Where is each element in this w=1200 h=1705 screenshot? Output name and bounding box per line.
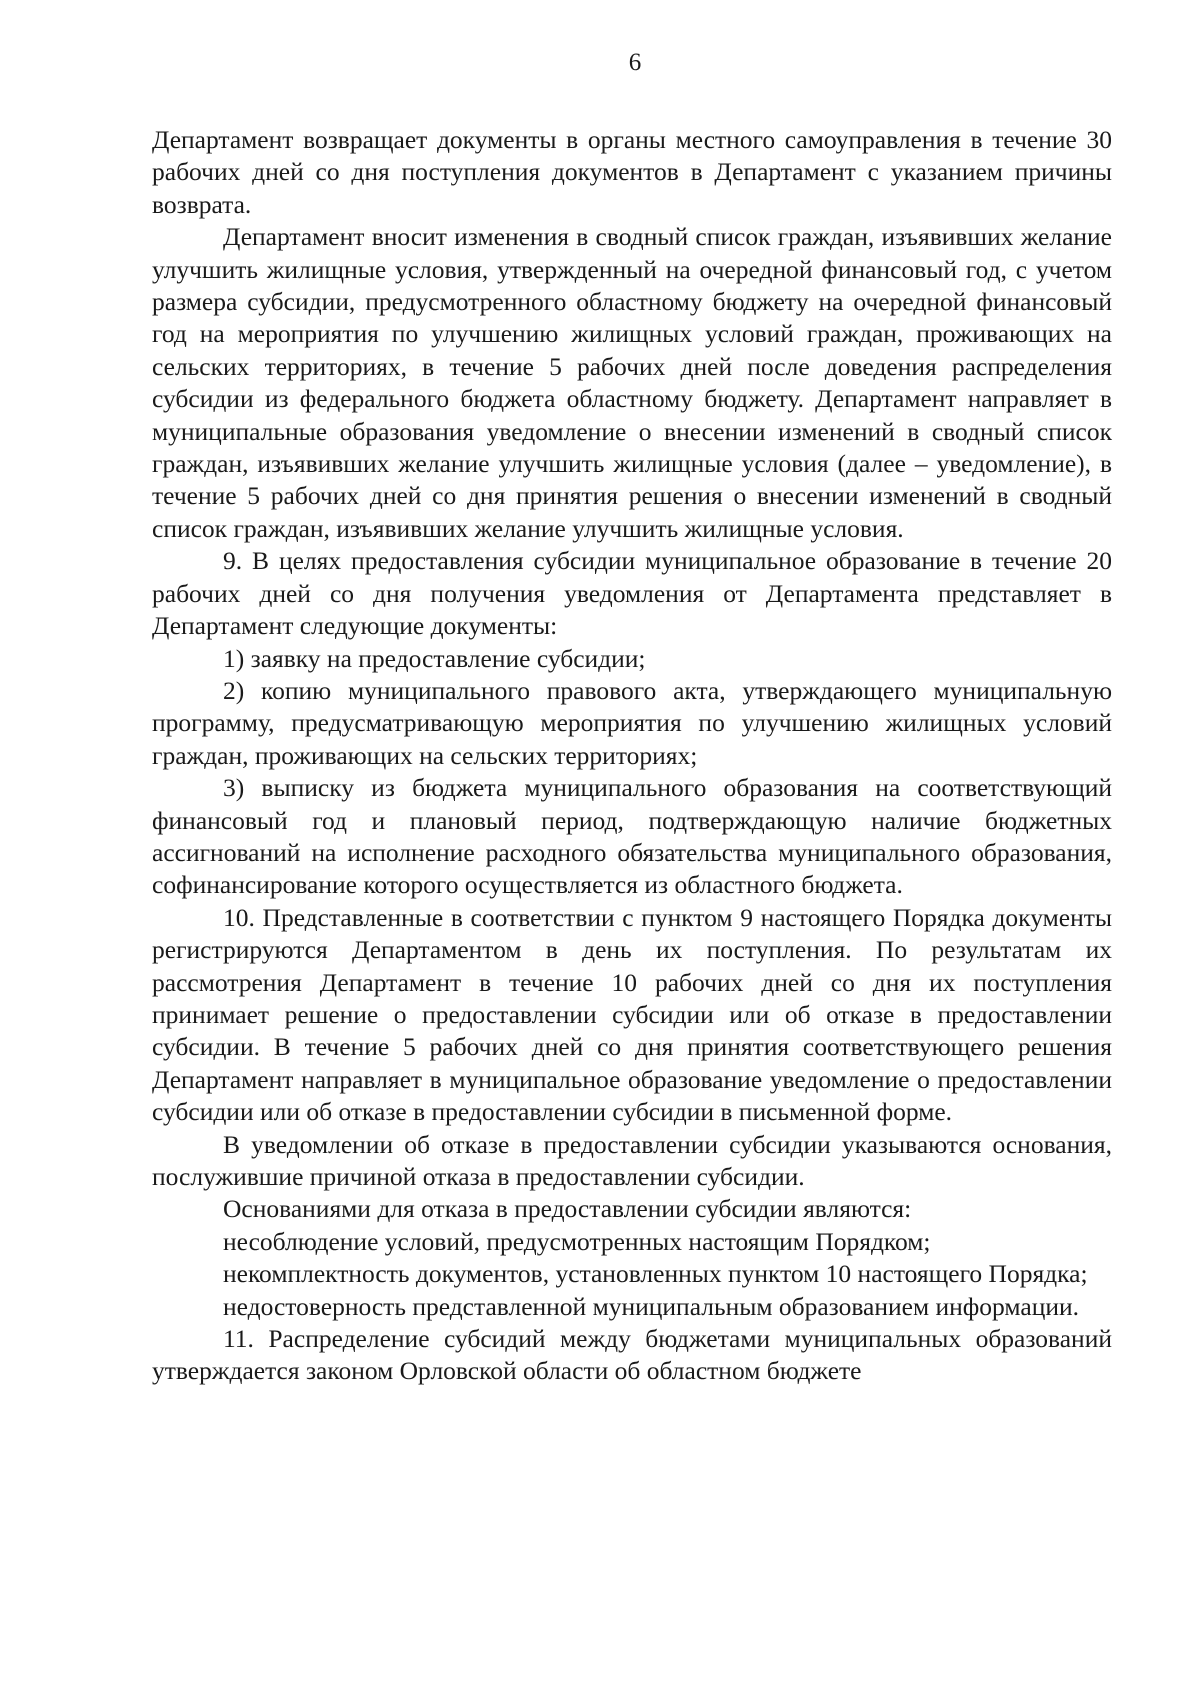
paragraph: Департамент возвращает документы в органы местного самоуправления в течение 30 рабочих дней со дня поступления документов в Департамент с указанием причины возврата. <box>152 125 1112 219</box>
paragraph: 2) копию муниципального правового акта, утверждающего муниципальную программу, предусматривающую мероприятия по улучшению жилищных условий граждан, проживающих на сельских территориях; <box>152 675 1112 770</box>
paragraph: 10. Представленные в соответствии с пунктом 9 настоящего Порядка документы регистрируются Департаментом в день их поступления. По результатам их рассмотрения Департамент в течение 10 рабочих дней со дня их поступления принимает решение о предоставлении субсидии или об отказе в предоставлении субсидии. В течение 5 рабочих дней со дня принятия соответствующего решения Департамент направляет в муниципальное образование уведомление о предоставлении субсидии или об отказе в предоставлении субсидии в письменной форме. <box>152 902 1112 1127</box>
paragraph: несоблюдение условий, предусмотренных настоящим Порядком; <box>223 1226 931 1256</box>
paragraph: некомплектность документов, установленных пунктом 10 настоящего Порядка; <box>223 1259 1088 1289</box>
document-body <box>152 124 1112 1388</box>
paragraph: 3) выписку из бюджета муниципального образования на соответствующий финансовый год и плановый период, подтверждающую наличие бюджетных ассигнований на исполнение расходного обязательства муниципального образования, софинансирование которого осуществляется из областного бюджета. <box>152 773 1112 900</box>
paragraph: 1) заявку на предоставление субсидии; <box>223 643 646 673</box>
paragraph: Основаниями для отказа в предоставлении субсидии являются: <box>223 1194 912 1224</box>
paragraph: 9. В целях предоставления субсидии муниципальное образование в течение 20 рабочих дней со дня получения уведомления от Департамента представляет в Департамент следующие документы: <box>152 546 1112 641</box>
page-number: 6 <box>628 49 642 76</box>
paragraph: 11. Распределение субсидий между бюджетами муниципальных образований утверждается законом Орловской области об областном бюджете <box>152 1324 1112 1386</box>
paragraph: В уведомлении об отказе в предоставлении субсидии указываются основания, послужившие причиной отказа в предоставлении субсидии. <box>152 1129 1112 1191</box>
paragraph: Департамент вносит изменения в сводный список граждан, изъявивших желание улучшить жилищные условия, утвержденный на очередной финансовый год, с учетом размера субсидии, предусмотренного областному бюджету на очередной финансовый год на мероприятия по улучшению жилищных условий граждан, проживающих на сельских территориях, в течение 5 рабочих дней после доведения распределения субсидии из федерального бюджета областному бюджету. Департамент направляет в муниципальные образования уведомление о внесении изменений в сводный список граждан, изъявивших желание улучшить жилищные условия (далее – уведомление), в течение 5 рабочих дней со дня принятия решения о внесении изменений в сводный список граждан, изъявивших желание улучшить жилищные условия. <box>152 222 1112 543</box>
paragraph: недостоверность представленной муниципальным образованием информации. <box>223 1291 1080 1321</box>
